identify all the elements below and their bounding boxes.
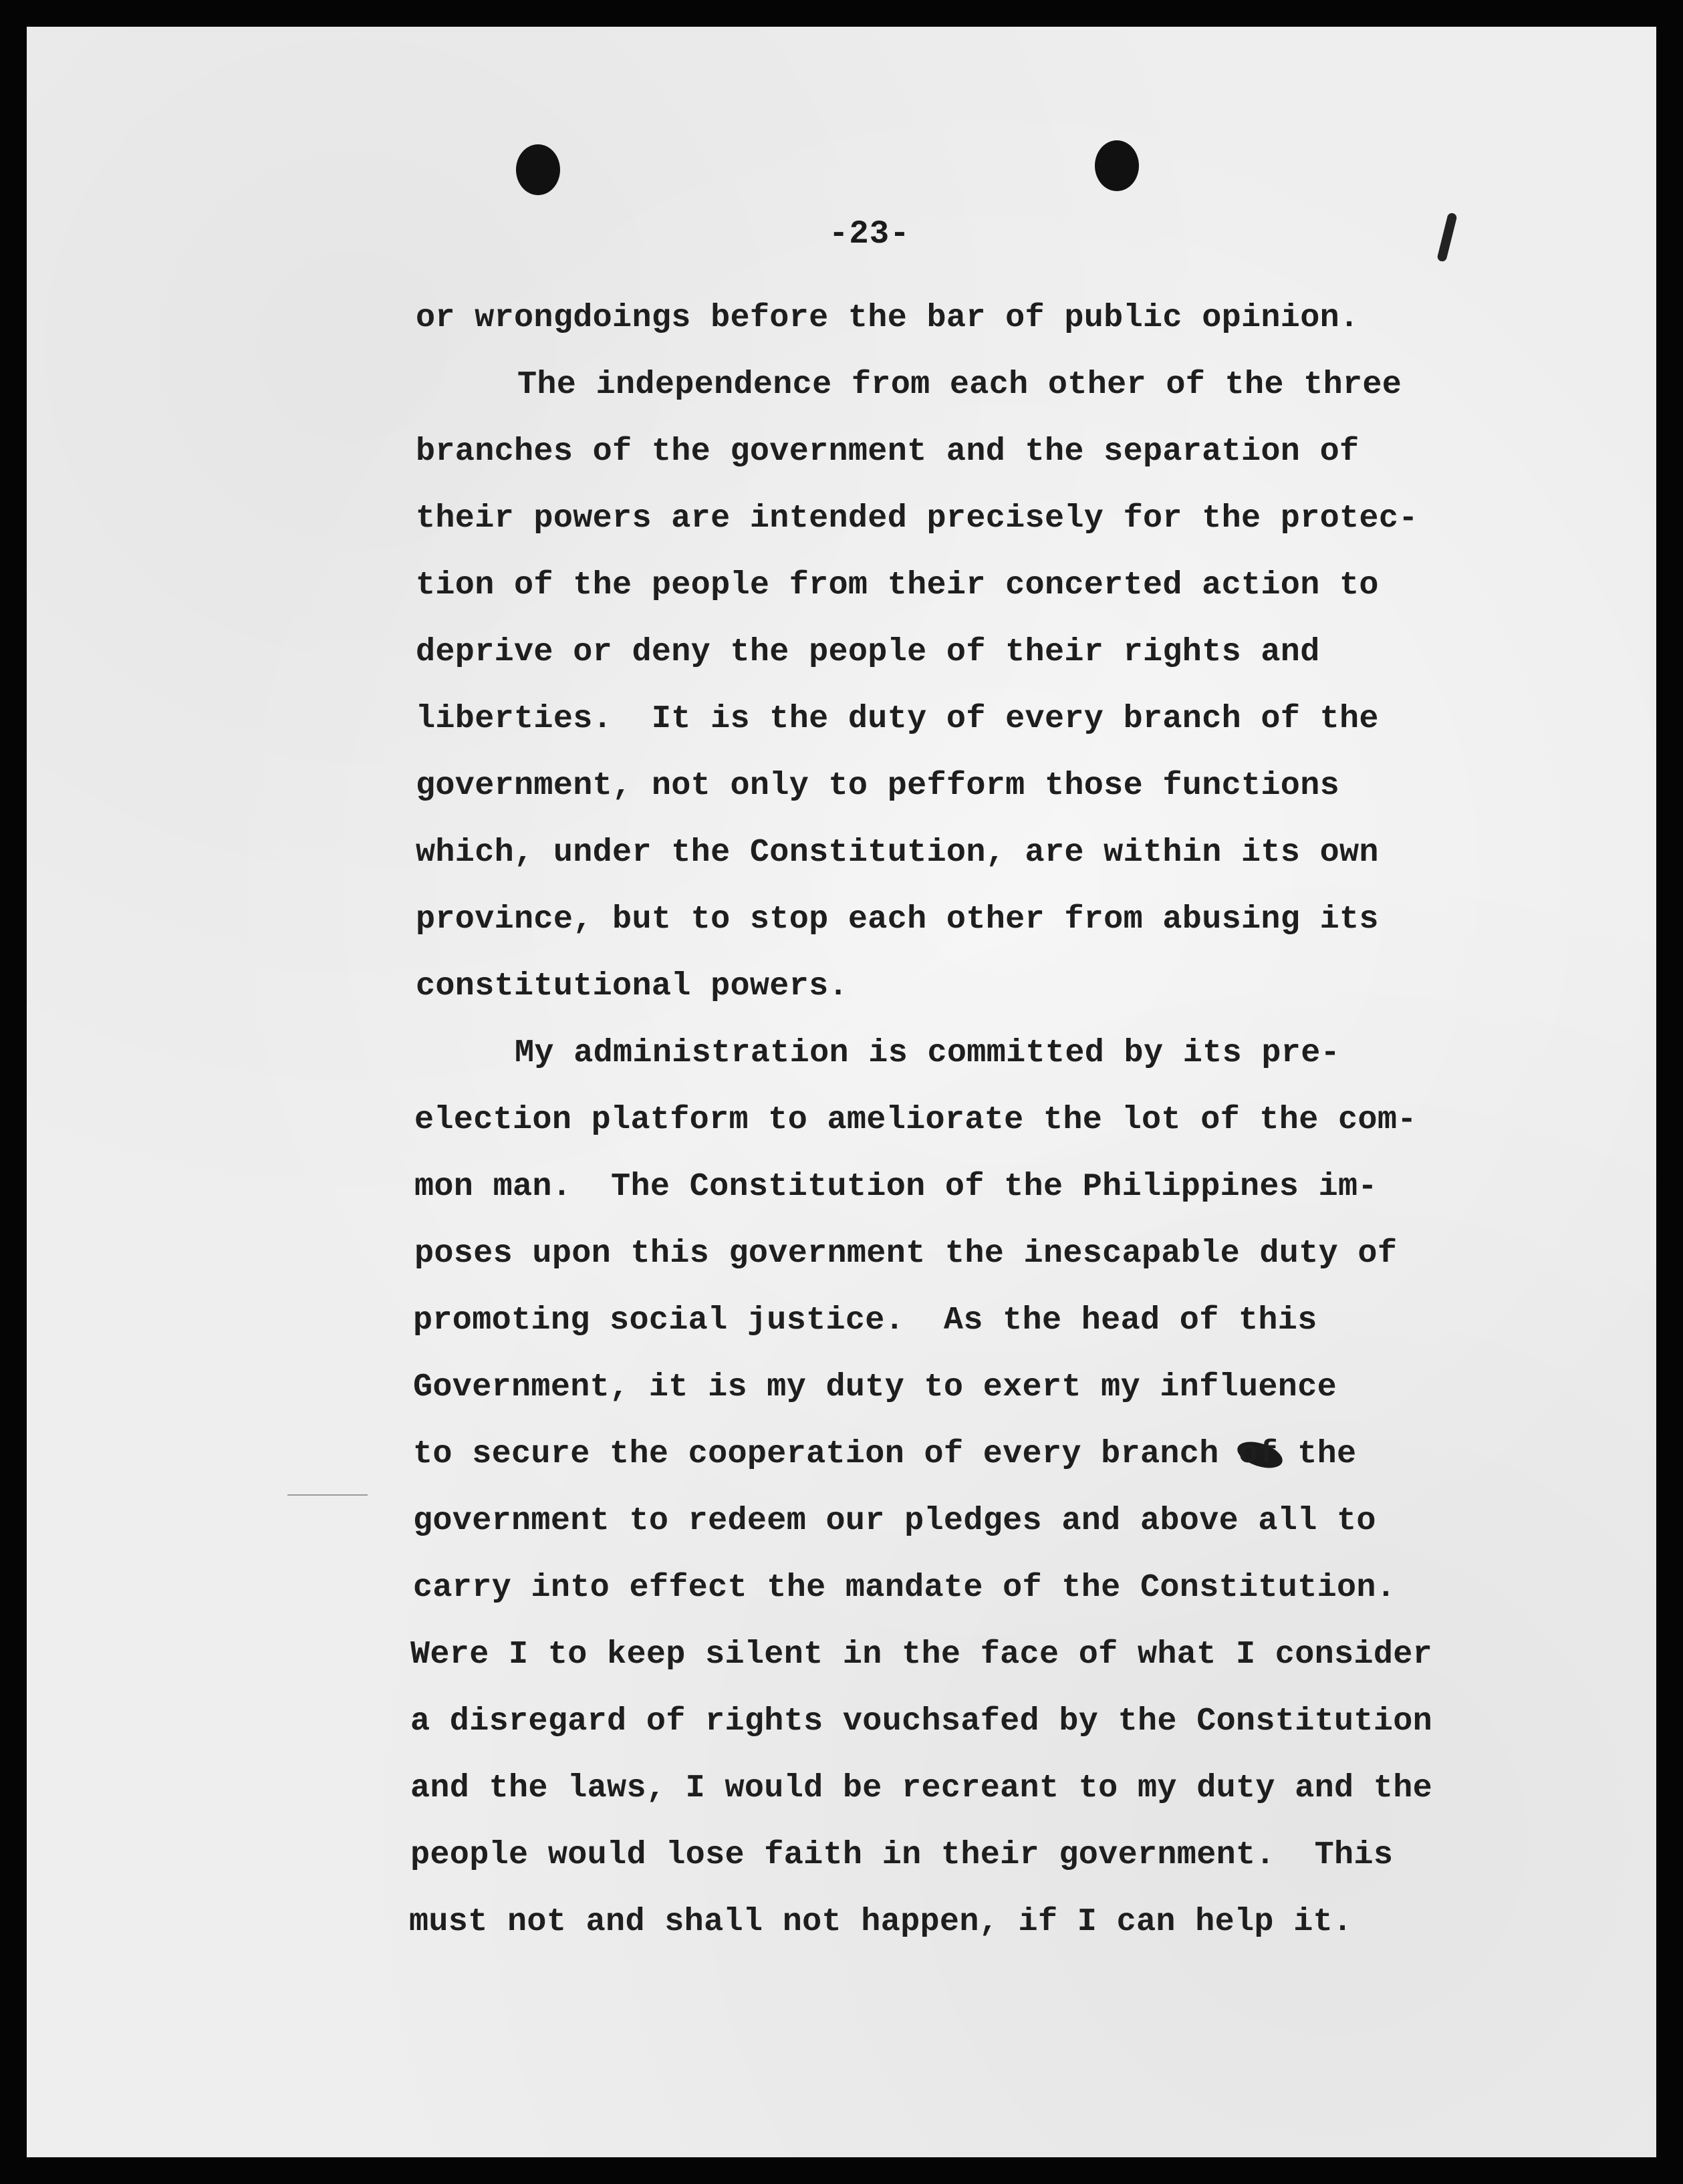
text-line: election platform to ameliorate the lot of the com- [414, 1101, 1417, 1138]
text-line: people would lose faith in their government. This [410, 1836, 1394, 1873]
text-line: Were I to keep silent in the face of what I consider [410, 1636, 1433, 1673]
page-number: -23- [829, 215, 910, 253]
text-line: government, not only to pefform those functions [416, 767, 1340, 804]
text-line: The independence from each other of the three [517, 366, 1402, 403]
text-line: their powers are intended precisely for the protec- [416, 500, 1418, 537]
text-line: or wrongdoings before the bar of public opinion. [416, 299, 1360, 336]
text-line: a disregard of rights vouchsafed by the Constitution [410, 1703, 1433, 1740]
text-line: tion of the people from their concerted action to [416, 567, 1379, 603]
text-line: must not and shall not happen, if I can help it. [409, 1903, 1353, 1940]
text-line: which, under the Constitution, are within its own [416, 834, 1379, 871]
text-line: Government, it is my duty to exert my influence [413, 1369, 1337, 1405]
text-line: deprive or deny the people of their rights and [416, 634, 1320, 670]
text-line: carry into effect the mandate of the Constitution. [413, 1569, 1396, 1606]
text-line: province, but to stop each other from abusing its [416, 901, 1379, 938]
document-page [27, 27, 1656, 2157]
text-line: mon man. The Constitution of the Philippines im- [414, 1168, 1378, 1205]
text-line: government to redeem our pledges and above all to [413, 1502, 1376, 1539]
text-line: My administration is committed by its pre- [515, 1035, 1340, 1071]
body-text [27, 27, 1656, 2157]
text-line: branches of the government and the separation of [416, 433, 1360, 470]
text-line: and the laws, I would be recreant to my duty and the [410, 1770, 1433, 1806]
text-line: poses upon this government the inescapable duty of [414, 1235, 1398, 1272]
text-line: liberties. It is the duty of every branch of the [416, 700, 1379, 737]
text-line: constitutional powers. [416, 968, 848, 1004]
text-line: promoting social justice. As the head of this [413, 1302, 1317, 1339]
text-line: to secure the cooperation of every branch of the [413, 1436, 1357, 1472]
